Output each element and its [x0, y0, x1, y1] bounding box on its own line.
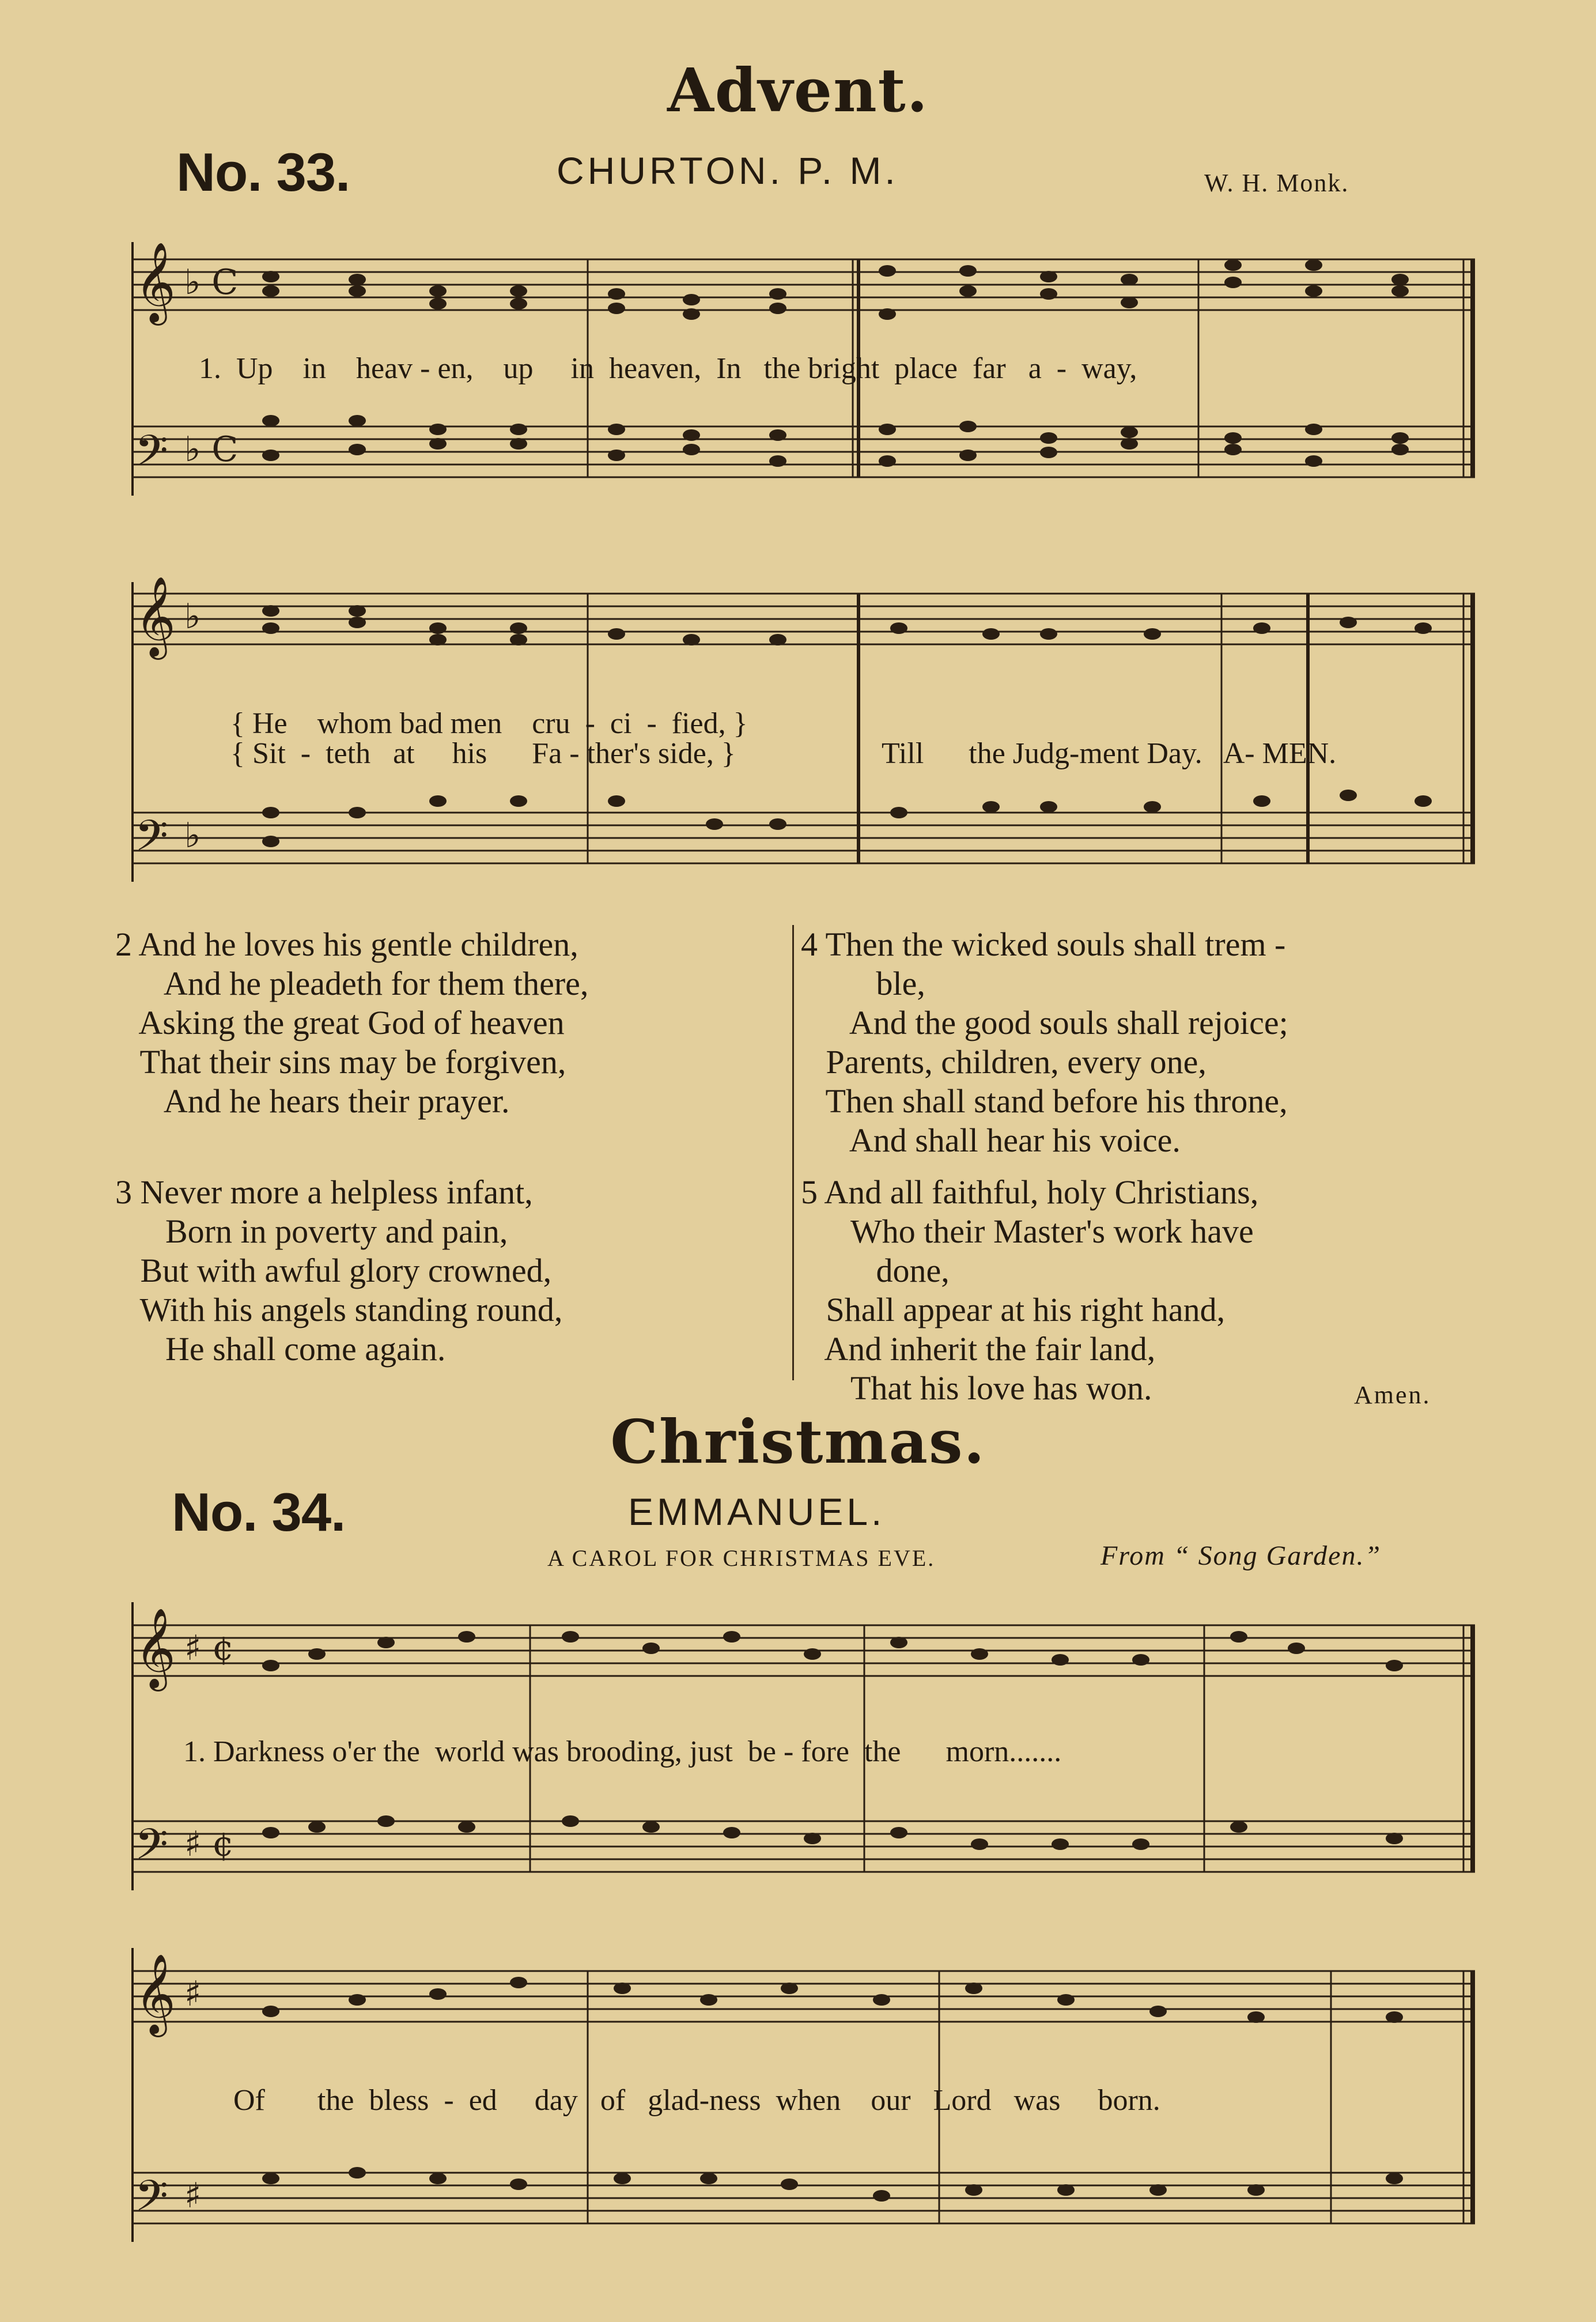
composer: W. H. Monk. [1204, 169, 1349, 197]
source-credit: From “ Song Garden.” [1100, 1541, 1382, 1571]
hymn-number-34: No. 34. [172, 1482, 346, 1542]
svg-text:♯ ¢: ♯ ¢ [184, 1628, 235, 1668]
verse-3: 3 Never more a helpless infant, Born in poverty and pain, But with awful glory crowned, With his angels standing round, He shall come again. [115, 1173, 563, 1368]
svg-text:♭ C: ♭ C [184, 429, 239, 470]
svg-text:𝄢: 𝄢 [135, 2171, 168, 2232]
tune-name: CHURTON. P. M. [557, 149, 899, 192]
svg-text:𝄢: 𝄢 [135, 1819, 168, 1880]
column-divider [792, 925, 794, 1380]
lyrics-line-1: 1. Up in heav - en, up in heaven, In the bright place far a - way, [199, 352, 1137, 385]
verse-2: 2 And he loves his gentle children, And he pleadeth for them there, Asking the great God of heaven That their sins may be forgiven, And he hears their prayer. [115, 926, 589, 1120]
section-title-christmas: Christmas. [610, 1406, 986, 1477]
lyrics-line-2a: { He whom bad men cru - ci - fied, } [230, 707, 748, 740]
svg-text:♭ C: ♭ C [184, 262, 239, 303]
svg-text:𝄞: 𝄞 [135, 576, 176, 656]
svg-text:𝄢: 𝄢 [135, 811, 168, 871]
hymn-number: No. 33. [176, 142, 350, 202]
svg-text:♯: ♯ [184, 2176, 202, 2216]
lyrics-line-2b: { Sit - teth at his Fa - ther's side, } [230, 737, 736, 770]
svg-text:♯ ¢: ♯ ¢ [184, 1824, 235, 1864]
carol-subtitle: A CAROL FOR CHRISTMAS EVE. [547, 1545, 936, 1571]
svg-text:♭: ♭ [184, 596, 201, 637]
tune-name-emmanuel: EMMANUEL. [628, 1490, 886, 1533]
amen-mark: Amen. [1354, 1381, 1431, 1409]
svg-text:♯: ♯ [184, 1974, 202, 2014]
verse-4: 4 Then the wicked souls shall trem - ble, And the good souls shall rejoice; Parents, children, every one, Then shall stand before his throne, And shall hear his voice. [801, 926, 1288, 1159]
lyrics-line-4: Of the bless - ed day of glad-ness when our Lord was born. [233, 2084, 1160, 2117]
svg-text:𝄞: 𝄞 [135, 1608, 176, 1688]
svg-text:𝄞: 𝄞 [135, 242, 176, 322]
svg-text:𝄞: 𝄞 [135, 1954, 176, 2034]
lyrics-line-2c: Till the Judg-ment Day. A- MEN. [882, 737, 1337, 770]
verse-5: 5 And all faithful, holy Christians, Who their Master's work have done, Shall appear at his right hand, And inherit the fair land, That his love has won. [801, 1173, 1259, 1407]
section-title-advent: Advent. [667, 55, 929, 126]
svg-text:♭: ♭ [184, 815, 201, 856]
lyrics-line-3: 1. Darkness o'er the world was brooding, just be - fore the morn....... [183, 1735, 1062, 1768]
svg-text:𝄢: 𝄢 [135, 426, 168, 486]
